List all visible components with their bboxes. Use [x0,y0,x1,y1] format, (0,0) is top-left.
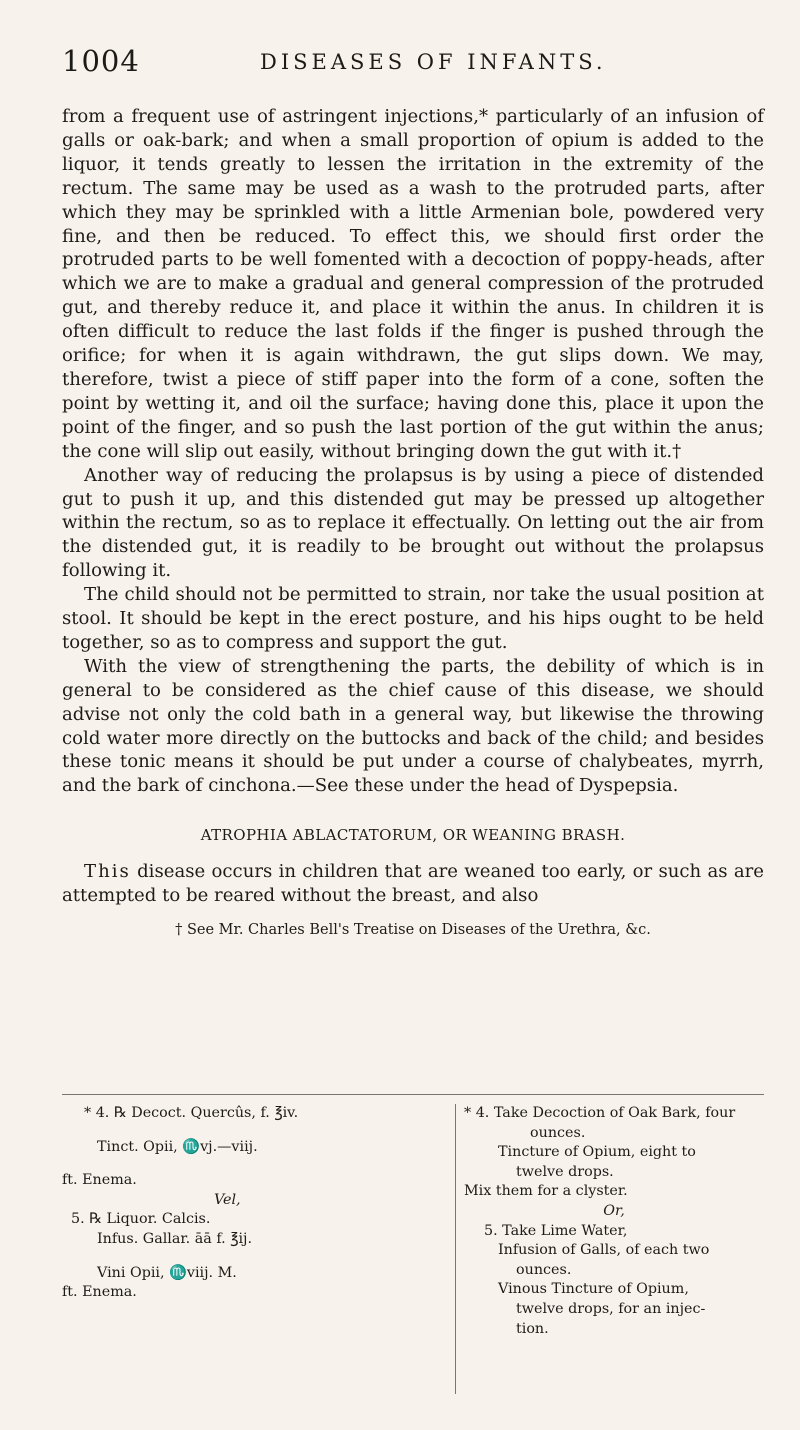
english-line-2: ounces. [530,1124,586,1141]
latin-line-8: ft. Enema. [62,1284,137,1301]
english-line-7: 5. Take Lime Water, [484,1222,628,1239]
english-line-1: * 4. Take Decoction of Oak Bark, four [464,1105,736,1121]
latin-line-6: Infus. Gallar. āā f. ℥ij. [97,1230,253,1247]
latin-line-7: Vini Opii, ♏viij. M. [97,1264,237,1281]
footnotes [62,1104,764,1424]
english-line-10: Vinous Tincture of Opium, [498,1281,689,1298]
paragraph-2: Another way of reducing the prolapsus is by using a piece of distended gut to push it up, and this distended gut may be pressed up altogether within the rectum, so as to replace it effectually. On letting out the air from the distended gut, it is readily to be brought out without the prolapsus following it. [62,464,764,582]
english-line-11: twelve drops, for an injec- [516,1300,706,1317]
english-line-12: tion. [516,1320,549,1337]
section-first-word: This [84,861,131,883]
english-line-3: Tincture of Opium, eight to [498,1144,696,1161]
running-title: DISEASES OF INFANTS. [260,50,607,74]
paragraph-1: from a frequent use of astringent injections,* particularly of an infusion of galls or oak-bark; and when a small proportion of opium is added to the liquor, it tends greatly to lessen the irritation in the extremity of the rectum. The same may be used as a wash to the protruded parts, after which they may be sprinkled with a little Armenian bole, powdered very fine, and then be reduced. To effect this, we should first order the protruded parts to be well fomented with a decoction of poppy-heads, after which we are to make a gradual and general compression of the protruded gut, and thereby reduce it, and place it within the anus. In children it is often difficult to reduce the last folds if the finger is pushed through the orifice; for when it is again withdrawn, the gut slips down. We may, therefore, twist a piece of stiff paper into the form of a cone, soften the point by wetting it, and oil the surface; having done this, place it upon the point of the finger, and so push the last portion of the gut within the anus; the cone will slip out easily, without bringing down the gut with it.† [62,106,764,462]
english-line-4: twelve drops. [516,1163,614,1180]
english-line-9: ounces. [516,1261,572,1278]
page-header [62,44,762,84]
section-paragraph [62,860,764,908]
footnote-rule [62,1094,764,1095]
dagger-footnote: † See Mr. Charles Bell's Treatise on Diseases of the Urethra, &c. [175,922,651,938]
paragraph-3: The child should not be permitted to strain, nor take the usual position at stool. It should be kept in the erect posture, and his hips ought to be held together, so as to compress and support the gut. [62,584,764,653]
latin-line-3: ft. Enema. [62,1172,137,1189]
footnote-english-column [464,1104,764,1339]
latin-line-4: Vel, [214,1191,241,1208]
latin-line-2: Tinct. Opii, ♏vj.—viij. [97,1138,258,1155]
paragraph-4: With the view of strengthening the parts, the debility of which is in general to be considered as the chief cause of this disease, we should advise not only the cold bath in a general way, but likewise the throwing cold water more directly on the buttocks and back of the child; and besides these tonic means it should be put under a course of chalybeates, myrrh, and the bark of cinchona.—See these under the head of Dyspepsia. [62,655,764,797]
english-line-8: Infusion of Galls, of each two [498,1242,710,1259]
section-paragraph-text: disease occurs in children that are weaned too early, or such as are attempted to be reared without the breast, and also [62,861,764,907]
section-heading: ATROPHIA ABLACTATORUM, OR WEANING BRASH. [200,826,626,845]
english-line-6: Or, [603,1202,625,1219]
latin-line-1: * 4. ℞ Decoct. Quercûs, f. ℥iv. [84,1105,299,1121]
latin-line-5: 5. ℞ Liquor. Calcis. [71,1211,211,1228]
english-line-5: Mix them for a clyster. [464,1183,628,1200]
footnote-latin-column [62,1104,444,1303]
page-number: 1004 [62,44,140,78]
column-divider [455,1104,456,1394]
main-text [62,105,764,940]
